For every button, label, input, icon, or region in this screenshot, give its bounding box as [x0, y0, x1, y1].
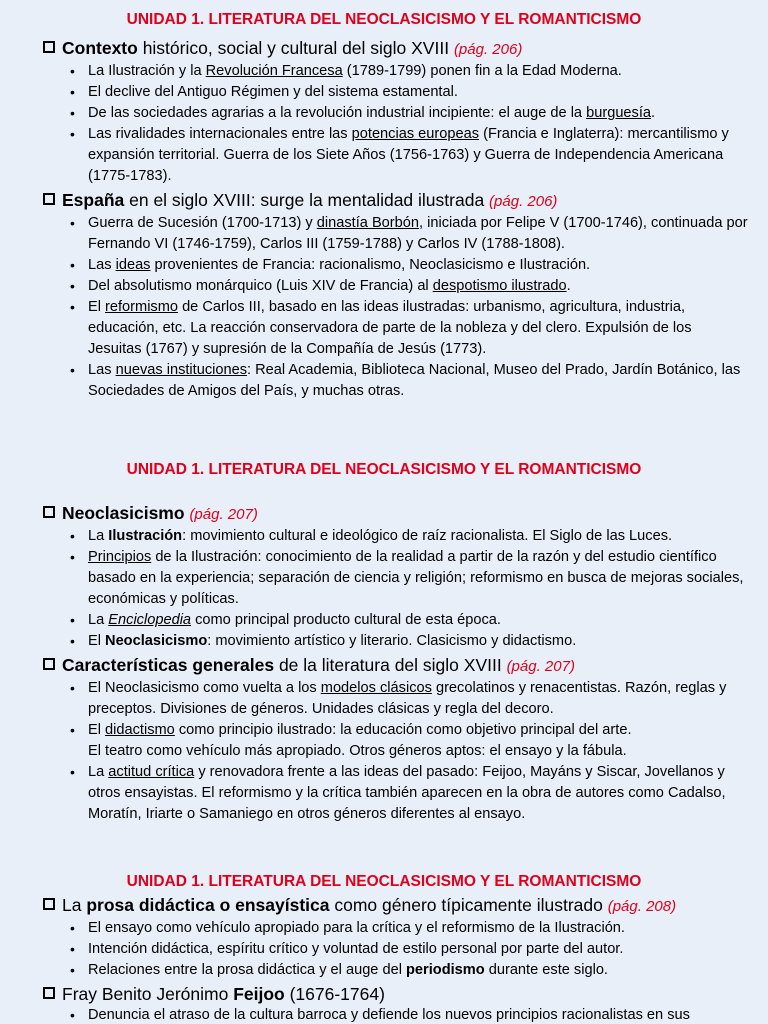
- list-item: • La Enciclopedia como principal producto cultural de esta época.: [88, 610, 748, 631]
- slide-3: [0, 865, 768, 1024]
- bullet-list: [40, 1005, 748, 1024]
- section-heading-contexto: [40, 37, 748, 61]
- list-item: • Las ideas provenientes de Francia: racionalismo, Neoclasicismo e Ilustración.: [88, 255, 748, 276]
- list-item: • La Ilustración: movimiento cultural e ideológico de raíz racionalista. El Siglo de las Luces.: [88, 526, 748, 547]
- checkbox-icon: [43, 506, 55, 518]
- slide-title: UNIDAD 1. LITERATURA DEL NEOCLASICISMO Y EL ROMANTICISMO: [126, 11, 642, 28]
- list-item: • Principios de la Ilustración: conocimiento de la realidad a partir de la razón y del estudio científico basado en la experiencia; separación de ciencia y religión; reformismo en busca de mejoras sociales, económicas y políticas.: [88, 547, 748, 610]
- list-item: • Denuncia el atraso de la cultura barroca y defiende los nuevos principios racionalistas en sus: [88, 1005, 748, 1024]
- heading-text: Fray Benito Jerónimo: [62, 984, 234, 1004]
- section-heading-feijoo: [40, 983, 748, 1005]
- page-reference: (pág. 207): [506, 658, 575, 675]
- page-reference: (pág. 206): [489, 193, 558, 210]
- page-reference: (pág. 207): [189, 506, 258, 523]
- heading-text: histórico, social y cultural del siglo XVIII: [137, 38, 454, 58]
- page-reference: (pág. 208): [607, 898, 677, 915]
- section-heading-neoclasicismo: [40, 502, 748, 526]
- heading-text: como género típicamente ilustrado: [329, 895, 608, 915]
- list-item: • Relaciones entre la prosa didáctica y el auge del periodismo durante este siglo.: [88, 960, 748, 981]
- heading-text: La: [62, 895, 87, 915]
- checkbox-icon: [43, 193, 55, 205]
- heading-text: de la literatura del siglo XVIII: [274, 655, 507, 675]
- slide-2: [0, 443, 768, 865]
- list-item: • La actitud crítica y renovadora frente a las ideas del pasado: Feijoo, Mayáns y Siscar, Jovellanos y otros ensayistas. El reformismo y la crítica también aparecen en la obra de autores como Cadalso, Moratín, Iriarte o Samaniego en otros géneros diferentes al ensayo.: [88, 762, 748, 825]
- list-item: • El Neoclasicismo: movimiento artístico y literario. Clasicismo y didactismo.: [88, 631, 748, 652]
- list-item: • El ensayo como vehículo apropiado para la crítica y el reformismo de la Ilustración.: [88, 918, 748, 939]
- bullet-list: [40, 526, 748, 652]
- heading-bold: Neoclasicismo: [62, 503, 185, 523]
- list-item: • El didactismo como principio ilustrado: la educación como objetivo principal del arte. El teatro como vehículo más apropiado. Otros géneros aptos: el ensayo y la fábula.: [88, 720, 748, 762]
- heading-bold: Contexto: [62, 38, 138, 58]
- list-item: • La Ilustración y la Revolución Francesa (1789-1799) ponen fin a la Edad Moderna.: [88, 61, 748, 82]
- heading-bold: Características generales: [62, 655, 275, 675]
- list-item: • Las rivalidades internacionales entre las potencias europeas (Francia e Inglaterra): mercantilismo y expansión territorial. Guerra de los Siete Años (1756-1763) y Guerra de Independencia Americana (1775-1783).: [88, 124, 748, 187]
- list-item: • Intención didáctica, espíritu crítico y voluntad de estilo personal por parte del autor.: [88, 939, 748, 960]
- heading-text: (1676-1764): [284, 984, 385, 1004]
- heading-bold: España: [62, 190, 125, 210]
- section-heading-espana: [40, 189, 748, 213]
- checkbox-icon: [43, 41, 55, 53]
- heading-bold: prosa didáctica o ensayística: [86, 895, 330, 915]
- list-item: • El reformismo de Carlos III, basado en las ideas ilustradas: urbanismo, agricultura, industria, educación, etc. La reacción conservadora de parte de la nobleza y del clero. Expulsión de los Jesuitas (1767) y supresión de la Compañía de Jesús (1773).: [88, 297, 748, 360]
- slide-1: [0, 0, 768, 443]
- checkbox-icon: [43, 898, 55, 910]
- checkbox-icon: [43, 987, 55, 999]
- section-heading-caracteristicas: [40, 654, 748, 678]
- slide-title: UNIDAD 1. LITERATURA DEL NEOCLASICISMO Y EL ROMANTICISMO: [126, 873, 642, 890]
- list-item: • El declive del Antiguo Régimen y del sistema estamental.: [88, 82, 748, 103]
- heading-bold: Feijoo: [233, 984, 285, 1004]
- slide-title: UNIDAD 1. LITERATURA DEL NEOCLASICISMO Y EL ROMANTICISMO: [126, 461, 642, 478]
- bullet-list: [40, 61, 748, 187]
- list-item: • De las sociedades agrarias a la revolución industrial incipiente: el auge de la burguesía.: [88, 103, 748, 124]
- bullet-list: [40, 918, 748, 981]
- page-reference: (pág. 206): [453, 41, 523, 58]
- checkbox-icon: [43, 658, 55, 670]
- list-item: • Las nuevas instituciones: Real Academia, Biblioteca Nacional, Museo del Prado, Jardín Botánico, las Sociedades de Amigos del País, y muchas otras.: [88, 360, 748, 402]
- list-item: • Del absolutismo monárquico (Luis XIV de Francia) al despotismo ilustrado.: [88, 276, 748, 297]
- bullet-list: [40, 678, 748, 825]
- section-heading-prosa: [40, 894, 748, 918]
- heading-text: en el siglo XVIII: surge la mentalidad ilustrada: [124, 190, 490, 210]
- bullet-list: [40, 213, 748, 402]
- list-item: • Guerra de Sucesión (1700-1713) y dinastía Borbón, iniciada por Felipe V (1700-1746), continuada por Fernando VI (1746-1759), Carlos III (1759-1788) y Carlos IV (1788-1808).: [88, 213, 748, 255]
- list-item: • El Neoclasicismo como vuelta a los modelos clásicos grecolatinos y renacentistas. Razón, reglas y preceptos. Divisiones de géneros. Unidades clásicas y regla del decoro.: [88, 678, 748, 720]
